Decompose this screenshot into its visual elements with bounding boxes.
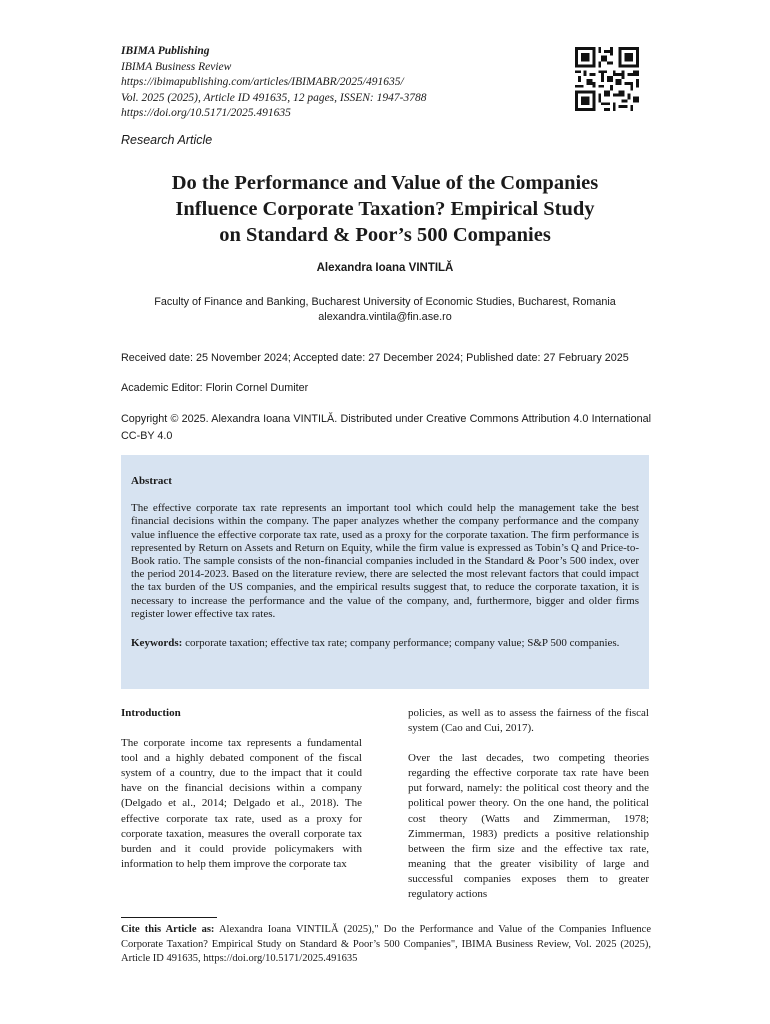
author-affiliation [0, 295, 770, 325]
publication-dates: Received date: 25 November 2024; Accepted date: 27 December 2024; Published date: 27 February 2025 [121, 352, 629, 364]
article-url[interactable]: https://ibimapublishing.com/articles/IBIMABR/2025/491635/ [121, 76, 404, 88]
journal-header [121, 44, 521, 122]
citation-footnote [121, 923, 651, 967]
journal-name: IBIMA Business Review [121, 60, 232, 73]
qr-code-icon [574, 47, 640, 111]
keywords-label: Keywords: [131, 637, 183, 650]
copyright-notice: Copyright © 2025. Alexandra Ioana VINTILĂ. Distributed under Creative Commons Attribution 4.0 International CC-BY 4.0 [121, 413, 651, 442]
citation-label: Cite this Article as: [121, 924, 215, 935]
body-column-right [408, 706, 649, 917]
academic-editor: Academic Editor: Florin Cornel Dumiter [121, 382, 309, 394]
title-line-2: Influence Corporate Taxation? Empirical Study [175, 198, 595, 220]
abstract-heading: Abstract [131, 475, 172, 487]
abstract-text: The effective corporate tax rate represents an important tool which could help the management take the best financial decisions within the company. The paper analyzes whether the company performance and the company value influence the effective corporate tax rate, used as a proxy for the corporate taxation. The firm performance is represented by Return on Assets and Return on Equity, while the firm value is expressed as Tobin’s Q and Price-to-Book ratio. The sample consists of the non-financial companies included in the Standard & Poor’s 500 index, over the period 2014-2023. Based on the literature review, there are selected the most relevant factors that could impact the tax burden of the US companies, and the empirical results suggest that, to reduce the corporate taxation, it is necessary to increase the performance and the value of the company, and, furthermore, bigger and older firms register lower effective tax rates. [131, 502, 639, 620]
affiliation-text: Faculty of Finance and Banking, Bucharest University of Economic Studies, Bucharest, Romania [154, 296, 616, 308]
keywords [131, 637, 639, 650]
introduction-heading: Introduction [121, 707, 181, 719]
body-column-left [121, 706, 362, 887]
abstract-box [121, 455, 649, 689]
keywords-text: corporate taxation; effective tax rate; company performance; company value; S&P 500 companies. [185, 637, 620, 650]
title-line-1: Do the Performance and Value of the Companies [171, 172, 599, 194]
author-name: Alexandra Ioana VINTILĂ [316, 262, 454, 274]
citation-text: Alexandra Ioana VINTILĂ (2025)," Do the Performance and Value of the Companies Influence Corporate Taxation? Empirical Study on Standard & Poor’s 500 Companies", IBIMA Business Review, Vol. 2025 (2025), Article ID 491635, https://doi.org/10.5171/2025.491635 [121, 924, 651, 964]
title-line-3: on Standard & Poor’s 500 Companies [219, 224, 551, 246]
publisher-name: IBIMA Publishing [121, 45, 210, 57]
introduction-paragraph-1-cont: policies, as well as to assess the fairness of the fiscal system (Cao and Cui, 2017). [408, 707, 649, 735]
article-type-label: Research Article [121, 133, 213, 147]
doi-link[interactable]: https://doi.org/10.5171/2025.491635 [121, 107, 291, 119]
footnote-divider [121, 917, 217, 918]
introduction-paragraph-1: The corporate income tax represents a fundamental tool and a highly debated component of the fiscal system of a country, due to the impact that it could have on the financial decisions within a company (Delgado et al., 2014; Delgado et al., 2018). The effective corporate tax rate, used as a proxy for corporate taxation, measures the overall corporate tax burden and it could provide policymakers with information to help them improve the corporate tax [121, 737, 362, 870]
introduction-paragraph-2: Over the last decades, two competing theories regarding the effective corporate tax rate have been put forward, namely: the political cost theory and the political power theory. On the one hand, the political cost theory (Watts and Zimmerman, 1978; Zimmerman, 1983) predicts a positive relationship between the firm size and the effective tax rate, meaning that the greater visibility of large and successful companies exposes them to greater regulatory actions [408, 752, 649, 901]
volume-info: Vol. 2025 (2025), Article ID 491635, 12 pages, ISSEN: 1947-3788 [121, 91, 427, 104]
paper-title [110, 170, 660, 248]
author-email[interactable]: alexandra.vintila@fin.ase.ro [318, 311, 452, 323]
